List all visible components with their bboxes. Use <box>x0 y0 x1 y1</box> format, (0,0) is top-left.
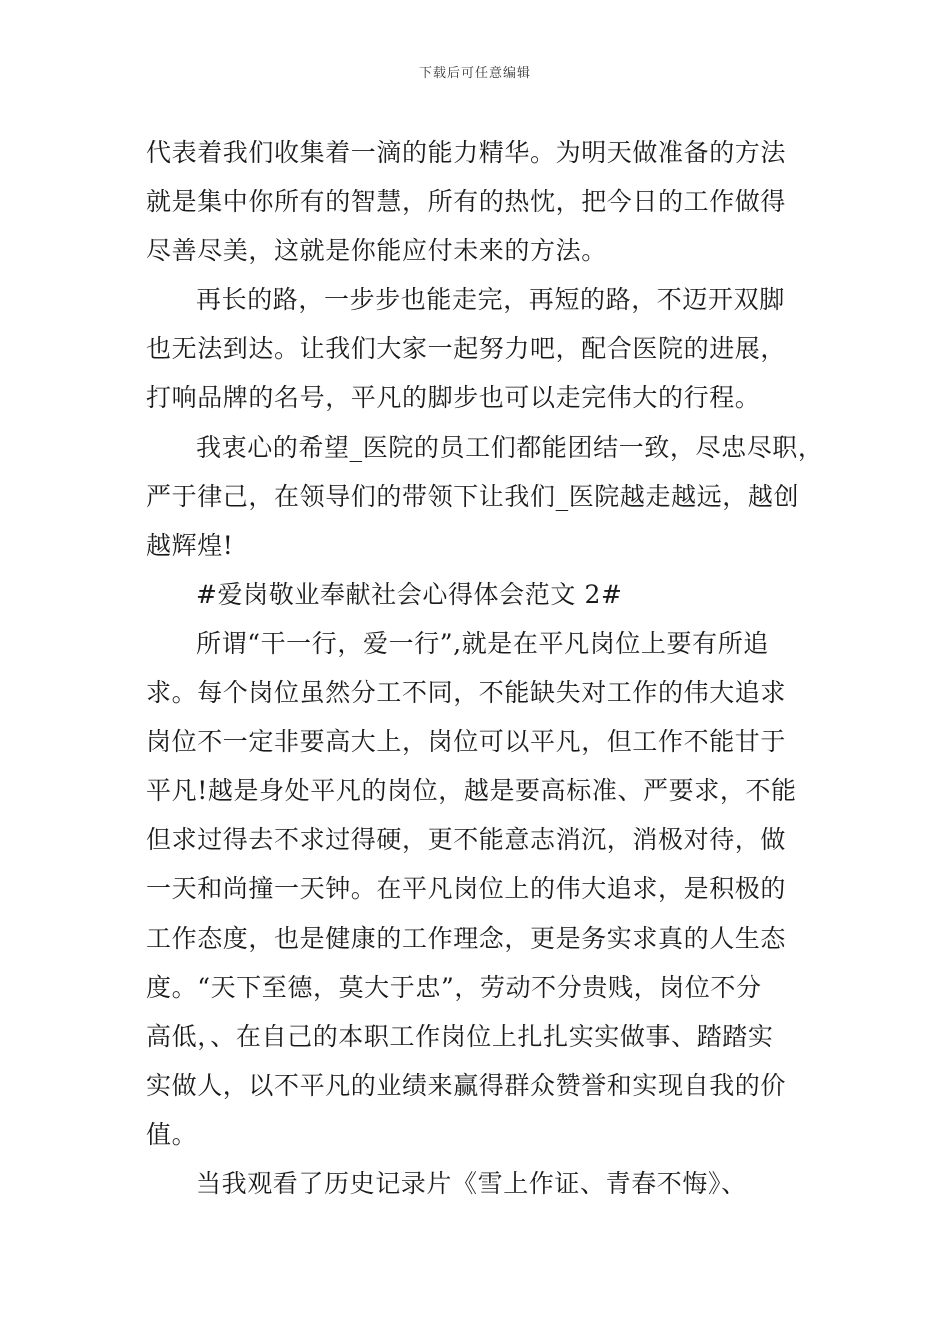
document-body <box>146 128 846 1208</box>
paragraph-5-line-4: 平凡!越是身处平凡的岗位，越是要高标准、严要求，不能 <box>146 776 797 806</box>
paragraph-3-line-1: 我衷心的希望_医院的员工们都能团结一致，尽忠尽职， <box>196 432 824 462</box>
section-heading: #爱岗敬业奉献社会心得体会范文 2# <box>196 579 623 609</box>
paragraph-5-line-9: 高低，、在自己的本职工作岗位上扎扎实实做事、踏踏实 <box>146 1021 774 1051</box>
paragraph-1-line-1: 代表着我们收集着一滴的能力精华。为明天做准备的方法 <box>146 138 787 167</box>
paragraph-2-line-3: 打响品牌的名号，平凡的脚步也可以走完伟大的行程。 <box>146 383 761 413</box>
paragraph-5-line-1: 所谓“干一行，爱一行”,就是在平凡岗位上要有所追 <box>196 628 769 658</box>
paragraph-5-line-7: 工作态度，也是健康的工作理念，更是务实求真的人生态 <box>146 923 787 953</box>
paragraph-5-line-8: 度。“天下至德，莫大于忠”，劳动不分贵贱，岗位不分 <box>146 972 762 1002</box>
paragraph-2-line-2: 也无法到达。让我们大家一起努力吧，配合医院的进展， <box>146 334 787 364</box>
paragraph-5-line-6: 一天和尚撞一天钟。在平凡岗位上的伟大追求，是积极的 <box>146 874 787 904</box>
paragraph-5-line-11: 值。 <box>146 1119 198 1149</box>
paragraph-6-line-1: 当我观看了历史记录片《雪上作证、青春不悔》、 <box>196 1168 747 1198</box>
paragraph-1-line-3: 尽善尽美，这就是你能应付未来的方法。 <box>146 236 607 266</box>
paragraph-5-line-3: 岗位不一定非要高大上，岗位可以平凡，但工作不能甘于 <box>146 727 787 757</box>
paragraph-5-line-2: 求。每个岗位虽然分工不同，不能缺失对工作的伟大追求 <box>146 678 787 708</box>
paragraph-3-line-3: 越辉煌! <box>146 530 234 560</box>
paragraph-1-line-2: 就是集中你所有的智慧，所有的热忱，把今日的工作做得 <box>146 187 787 217</box>
paragraph-2-line-1: 再长的路，一步步也能走完，再短的路，不迈开双脚 <box>196 285 785 315</box>
header-note: 下载后可任意编辑 <box>418 66 531 81</box>
paragraph-3-line-2: 严于律己，在领导们的带领下让我们_医院越走越远，越创 <box>146 481 800 511</box>
paragraph-5-line-5: 但求过得去不求过得硬，更不能意志消沉，消极对待，做 <box>146 825 787 855</box>
paragraph-5-line-10: 实做人，以不平凡的业绩来赢得群众赞誉和实现自我的价 <box>146 1070 787 1100</box>
